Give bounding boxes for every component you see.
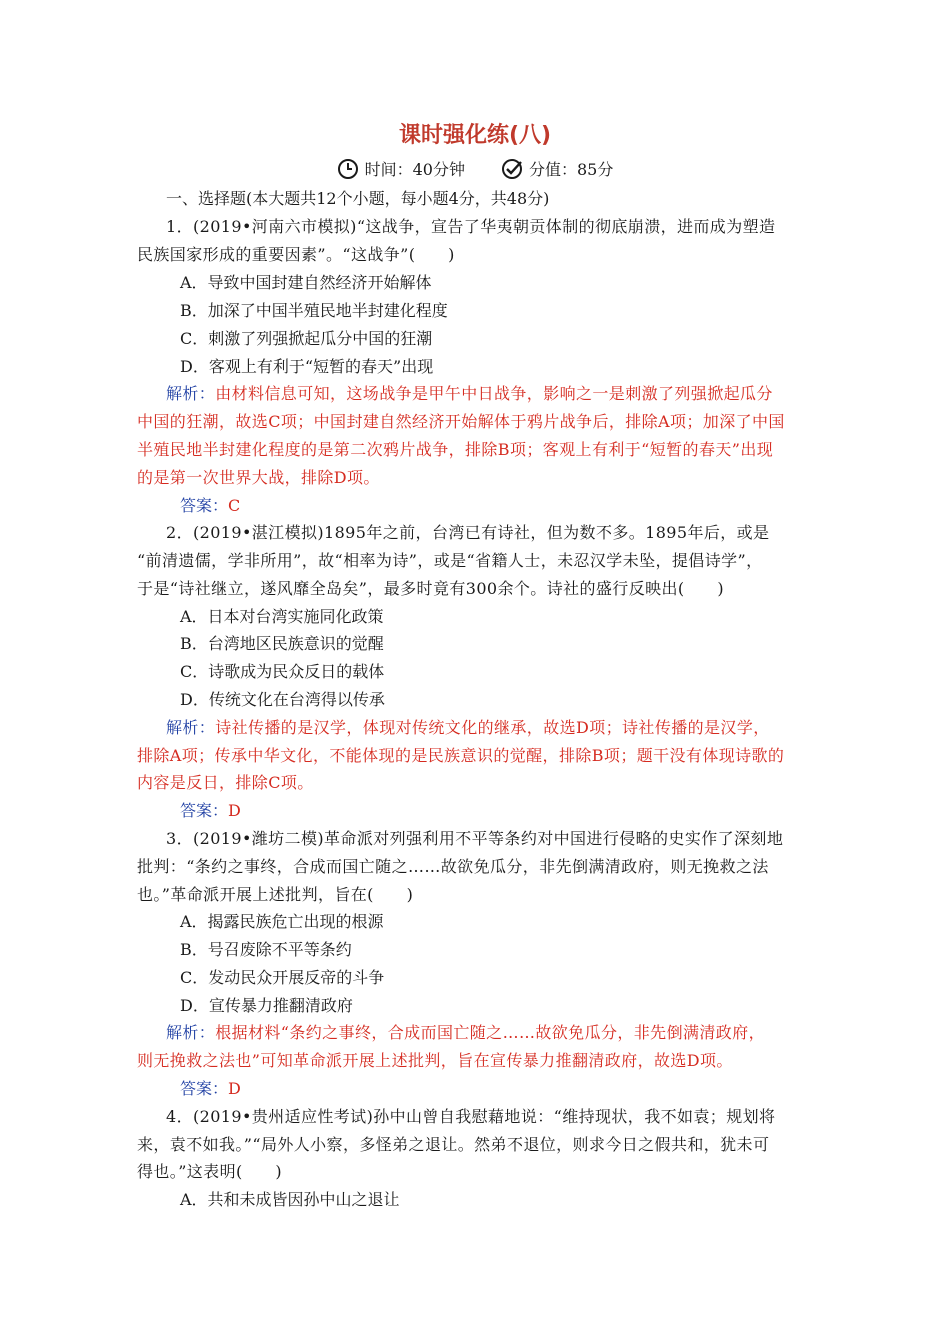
- answer-label: 答案：: [180, 496, 229, 515]
- answer-value: C: [228, 496, 241, 515]
- q3-option-b: B．号召废除不平等条约: [180, 940, 352, 959]
- q4-stem-line: 得也。”这表明( ): [137, 1162, 283, 1181]
- q2-analysis-line: 排除A项；传承中华文化，不能体现的是民族意识的觉醒，排除B项；题干没有体现诗歌的: [137, 746, 785, 765]
- q3-stem-line: 3．(2019•潍坊二模)革命派对列强利用不平等条约对中国进行侵略的史实作了深刻地: [166, 829, 784, 848]
- q3-stem-line: 也。”革命派开展上述批判，旨在( ): [137, 885, 414, 904]
- answer-value: D: [228, 801, 241, 820]
- q3-analysis-line: [166, 1023, 846, 1043]
- q1-stem-line: 民族国家形成的重要因素”。“这战争”( ): [137, 245, 455, 264]
- q2-analysis-line: [166, 718, 846, 738]
- q1-option-b: B．加深了中国半殖民地半封建化程度: [180, 301, 448, 320]
- q1-option-a: A．导致中国封建自然经济开始解体: [180, 273, 432, 292]
- q1-analysis-line: [166, 384, 846, 404]
- section-heading: 一、选择题(本大题共12个小题，每小题4分，共48分): [166, 189, 550, 208]
- analysis-label: 解析：: [166, 1023, 216, 1042]
- q2-answer: [180, 801, 860, 821]
- answer-label: 答案：: [180, 1079, 229, 1098]
- analysis-label: 解析：: [166, 718, 216, 737]
- q4-stem-line: 来，袁不如我。”“局外人小察，多怪弟之退让。然弟不退位，则求今日之假共和，犹未可: [137, 1135, 770, 1154]
- analysis-text: 由材料信息可知，这场战争是甲午中日战争，影响之一是刺激了列强掀起瓜分: [215, 384, 773, 403]
- q3-option-a: A．揭露民族危亡出现的根源: [180, 912, 384, 931]
- analysis-text: 根据材料“条约之事终，合成而国亡随之……故欲免瓜分，非先倒满清政府，: [215, 1023, 765, 1042]
- q3-answer: [180, 1079, 860, 1099]
- q1-stem-line: 1．(2019•河南六市模拟)“这战争，宣告了华夷朝贡体制的彻底崩溃，进而成为塑造: [166, 217, 776, 236]
- q2-option-b: B．台湾地区民族意识的觉醒: [180, 634, 384, 653]
- q2-option-d: D．传统文化在台湾得以传承: [180, 690, 385, 709]
- page-title: 课时强化练(八): [398, 123, 552, 148]
- check-circle-icon: [501, 158, 523, 180]
- q2-option-a: A．日本对台湾实施同化政策: [180, 607, 384, 626]
- q2-stem-line: “前清遗儒，学非所用”，故“相率为诗”，或是“省籍人士，未忍汉学未坠，提倡诗学”，: [137, 551, 763, 570]
- q1-option-d: D．客观上有利于“短暂的春天”出现: [180, 357, 434, 376]
- q3-option-c: C．发动民众开展反帝的斗争: [180, 968, 385, 987]
- q1-analysis-line: 的是第一次世界大战，排除D项。: [137, 468, 380, 487]
- analysis-label: 解析：: [166, 384, 216, 403]
- answer-value: D: [228, 1079, 241, 1098]
- q3-stem-line: 批判：“条约之事终，合成而国亡随之……故欲免瓜分，非先倒满清政府，则无挽救之法: [137, 857, 769, 876]
- q4-stem-line: 4．(2019•贵州适应性考试)孙中山曾自我慰藉地说：“维持现状，我不如袁；规划将: [166, 1107, 776, 1126]
- meta-bar: [0, 157, 950, 180]
- analysis-text: 诗社传播的是汉学，体现对传统文化的继承，故选D项；诗社传播的是汉学，: [215, 718, 770, 737]
- q3-analysis-line: 则无挽救之法也”可知革命派开展上述批判，旨在宣传暴力推翻清政府，故选D项。: [137, 1051, 733, 1070]
- answer-label: 答案：: [180, 801, 229, 820]
- q2-option-c: C．诗歌成为民众反日的载体: [180, 662, 385, 681]
- q2-stem-line: 于是“诗社继立，遂风靡全岛矣”，最多时竟有300余个。诗社的盛行反映出( ): [137, 579, 724, 598]
- q1-option-c: C．刺激了列强掀起瓜分中国的狂潮: [180, 329, 433, 348]
- q1-analysis-line: 中国的狂潮，故选C项；中国封建自然经济开始解体于鸦片战争后，排除A项；加深了中国: [137, 412, 785, 431]
- q1-answer: [180, 496, 860, 516]
- score-info: [501, 157, 613, 180]
- q2-stem-line: 2．(2019•湛江模拟)1895年之前，台湾已有诗社，但为数不多。1895年后，或是: [166, 523, 770, 542]
- time-label: 时间：40分钟: [364, 160, 465, 179]
- score-label: 分值：85分: [529, 160, 614, 179]
- clock-icon: [337, 158, 359, 180]
- q2-analysis-line: 内容是反日，排除C项。: [137, 773, 314, 792]
- q1-analysis-line: 半殖民地半封建化程度的是第二次鸦片战争，排除B项；客观上有利于“短暂的春天”出现: [137, 440, 774, 459]
- q4-option-a: A．共和未成皆因孙中山之退让: [180, 1190, 400, 1209]
- time-info: [337, 157, 465, 180]
- q3-option-d: D．宣传暴力推翻清政府: [180, 996, 353, 1015]
